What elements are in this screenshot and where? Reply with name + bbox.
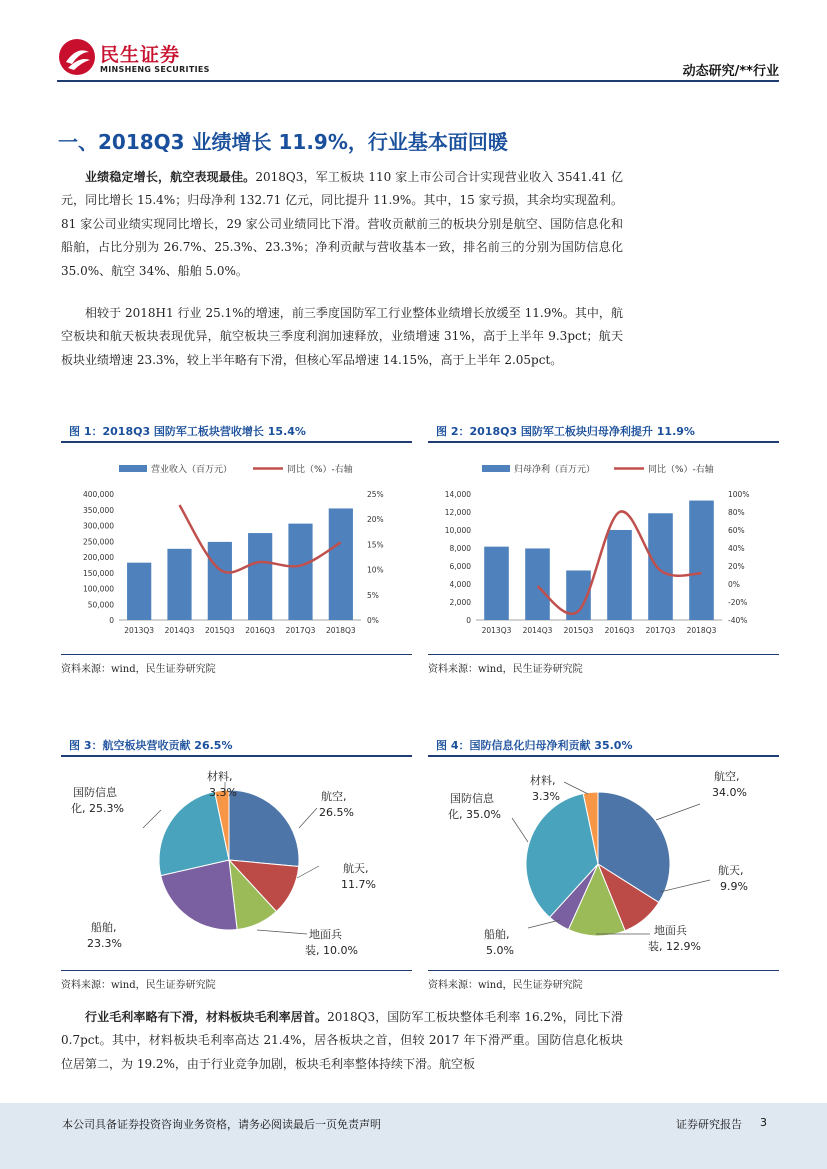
bar [167,549,191,620]
pie-label-aviation-name: 航空, [714,770,740,783]
left-tick-label: 10,000 [444,526,471,535]
pie-label-info-name: 国防信息 [450,792,494,805]
left-tick-label: 0 [109,616,114,625]
paragraph-lead: 业绩稳定增长，航空表现最佳。 [85,170,256,184]
right-tick-label: 0% [367,616,379,625]
right-tick-label: 20% [367,515,384,525]
right-tick-label: 0% [728,580,740,589]
x-tick-label: 2017Q3 [285,626,316,635]
figure-1-source: 资料来源：wind，民生证券研究院 [61,664,216,675]
figure-3-bottom-rule [61,970,412,971]
x-axis-labels [124,626,356,635]
left-tick-label: 200,000 [82,553,114,562]
right-axis [367,490,384,625]
footer-disclaimer: 本公司具备证券投资咨询业务资格，请务必阅读最后一页免责声明 [62,1118,381,1131]
paragraph-performance [61,166,623,283]
pie-label-info-value: 化, 25.3% [71,802,124,815]
footer-report-label: 证券研究报告 [676,1118,742,1131]
left-tick-label: 14,000 [444,490,471,499]
revenue-chart [61,448,412,648]
chart-legend [482,463,714,475]
pie-label-material [207,769,237,799]
bar [689,501,714,620]
pie-label-ship [87,920,122,950]
pie-label-ground-name: 地面兵 [309,928,342,941]
pie-label-ground [648,923,701,953]
left-tick-label: 12,000 [444,508,471,517]
right-tick-label: -40% [728,616,748,625]
left-tick-label: 4,000 [449,580,471,589]
section-title: 一、2018Q3 业绩增长 11.9%，行业基本面回暖 [58,130,508,154]
leader-aviation [299,808,317,828]
pie-label-aerospace-value: 9.9% [720,880,748,893]
pie-label-aerospace-value: 11.7% [341,878,376,891]
left-tick-label: 0 [466,616,471,625]
leader-ground [257,930,307,934]
legend-bar-swatch [119,465,147,472]
x-tick-label: 2018Q3 [325,626,356,635]
bar [248,533,272,620]
figure-4-title: 图 4：国防信息化归母净利贡献 35.0% [436,739,633,752]
right-tick-label: 15% [367,540,384,550]
bar [607,530,632,620]
paragraph-growth: 相较于 2018H1 行业 25.1%的增速，前三季度国防军工行业整体业绩增长放缓至 11.9%。其中，航空板块和航天板块表现优异，航空板块三季度利润加速释放，业绩增速 31%，高于上半年 9.3pct；航天板块业绩增速 23.3%，较上半年略有下滑，但核心军品增速 14.15%，高于上半年 2.05pct。 [61,306,623,367]
right-tick-label: 40% [728,544,745,553]
page-header [0,0,827,82]
pie-label-aerospace [718,864,748,893]
net-profit-chart [428,448,779,648]
x-tick-label: 2016Q3 [245,626,276,635]
logo-chinese-text: 民生证券 [100,44,181,66]
x-axis-labels [482,626,717,635]
bar [288,524,312,620]
right-tick-label: -20% [728,598,748,607]
figure-3-source: 资料来源：wind，民生证券研究院 [61,980,216,991]
figure-4-title-bar [428,735,779,755]
header-divider [57,80,779,82]
legend-bar-swatch [482,465,510,472]
right-tick-label: 60% [728,526,745,535]
pie-label-ship-value: 5.0% [486,944,514,957]
leader-info [512,818,528,842]
pie-label-ground-name: 地面兵 [654,924,687,937]
pie-label-ground-value: 装, 10.0% [305,944,358,957]
pie-label-ship-value: 23.3% [87,937,122,950]
leader-aviation [656,804,700,820]
pie-label-ground-value: 装, 12.9% [648,940,701,953]
pie-label-info [448,791,501,821]
right-tick-label: 5% [367,590,379,600]
left-tick-label: 400,000 [82,490,114,499]
left-tick-label: 250,000 [82,537,114,547]
x-tick-label: 2015Q3 [563,626,594,635]
bar-series [127,508,353,620]
figure-2-title: 图 2：2018Q3 国防军工板块归母净利提升 11.9% [436,425,695,438]
bar [525,548,550,620]
pie-label-info-name: 国防信息 [73,786,117,799]
pie-label-ship-name: 船舶, [484,928,510,941]
legend-bar-label: 营业收入（百万元） [151,465,233,475]
chart-legend [119,463,353,475]
pie-label-aerospace-name: 航天, [343,862,369,875]
leader-material [564,782,588,794]
figure-4-bottom-rule [428,970,779,971]
figure-1-title-bar [61,421,412,441]
left-tick-label: 6,000 [449,562,471,571]
left-tick-label: 2,000 [449,598,471,607]
figure-4-source: 资料来源：wind，民生证券研究院 [428,980,583,991]
left-tick-label: 8,000 [449,544,471,553]
figure-3-rule [61,755,412,757]
pie-label-aviation-value: 34.0% [712,786,747,799]
paragraph-body: 2018Q3，国防军工板块整体毛利率 16.2%，同比下滑 0.7pct。其中，材料板块毛利率高达 21.4%，居各板块之首，但较 2017 年下滑严重。国防信息化板块位居第二，为 19.2%，由于行业竞争加剧，板块毛利率整体持续下滑。航空板 [61,1010,623,1071]
pie-label-material-name: 材料, [530,774,556,787]
pie-label-info-value: 化, 35.0% [448,808,501,821]
x-tick-label: 2013Q3 [124,626,155,635]
pie-label-aerospace [341,862,376,891]
figure-4-rule [428,755,779,757]
figure-1-title: 图 1：2018Q3 国防军工板块营收增长 15.4% [69,425,306,438]
pie-label-aviation [319,789,354,819]
company-logo [58,38,218,78]
x-tick-label: 2014Q3 [164,626,195,635]
left-tick-label: 100,000 [82,584,114,594]
left-tick-label: 350,000 [82,505,114,515]
bar [329,508,353,620]
pie-label-aviation-value: 26.5% [319,806,354,819]
paragraph-lead: 行业毛利率略有下滑，材料板块毛利率居首。 [85,1010,328,1024]
pie-label-material [530,773,560,803]
net-profit-share-pie [428,760,779,966]
right-tick-label: 20% [728,562,745,571]
figure-3-title-bar [61,735,412,755]
pie-label-ship [484,927,514,957]
legend-line-label: 同比（%）-右轴 [648,465,714,475]
pie-label-aviation [712,769,747,799]
pie-label-aviation-name: 航空, [321,790,347,803]
x-tick-label: 2015Q3 [204,626,235,635]
x-tick-label: 2018Q3 [686,626,717,635]
right-tick-label: 25% [367,490,384,499]
x-tick-label: 2013Q3 [481,626,512,635]
right-tick-label: 10% [367,565,384,575]
logo-english-text: MINSHENG SECURITIES [100,65,210,74]
pie-label-aerospace-name: 航天, [718,864,744,877]
figure-2-bottom-rule [428,654,779,655]
pie-label-ground [305,927,358,957]
figure-1-rule [61,441,412,443]
leader-info [143,810,161,828]
leader-ship [528,920,560,928]
legend-bar-label: 归母净利（百万元） [514,465,596,475]
pie-label-material-value: 3.3% [209,786,237,799]
pie-label-material-value: 3.3% [532,790,560,803]
legend-line-label: 同比（%）-右轴 [287,465,353,475]
pie-label-material-name: 材料, [207,770,233,783]
x-tick-label: 2017Q3 [645,626,676,635]
bar [648,513,673,620]
x-tick-label: 2016Q3 [604,626,635,635]
pie-slice-航空 [229,790,299,866]
right-tick-label: 80% [728,508,745,517]
bar [208,542,232,620]
figure-2-title-bar [428,421,779,441]
revenue-share-pie [61,760,412,966]
minsheng-logo-icon [58,38,96,76]
figure-2-source: 资料来源：wind，民生证券研究院 [428,664,583,675]
left-tick-label: 300,000 [82,521,114,531]
pie-label-ship-name: 船舶, [91,921,117,934]
bar [484,547,509,620]
figure-1-bottom-rule [61,654,412,655]
x-tick-label: 2014Q3 [522,626,553,635]
left-tick-label: 50,000 [87,600,114,610]
figure-3-title: 图 3：航空板块营收贡献 26.5% [69,739,233,752]
left-tick-label: 150,000 [82,568,114,578]
page-number: 3 [760,1116,767,1129]
figure-2-rule [428,441,779,443]
leader-aerospace [297,866,319,878]
pie-slices [526,792,670,936]
pie-slices [159,790,299,930]
right-axis [728,490,749,625]
document-type: 动态研究/**行业 [682,64,779,79]
page-footer [0,1103,827,1169]
bar [127,563,151,620]
paragraph-body: 2018Q3，军工板块 110 家上市公司合计实现营业收入 3541.41 亿元，同比增长 15.4%；归母净利 132.71 亿元，同比提升 11.9%。其中，15 家亏损，其余均实现盈利。81 家公司业绩实现同比增长，29 家公司业绩同比下滑。营收贡献前三的板块分别是航空、国防信息化和船舶，占比分别为 26.7%、25.3%、23.3%；净利贡献与营收基本一致，排名前三的分别为国防信息化 35.0%、航空 34%、船舶 5.0%。 [61,170,623,278]
pie-label-info [71,785,124,815]
paragraph-gross-margin [61,1006,623,1076]
right-tick-label: 100% [728,490,750,499]
